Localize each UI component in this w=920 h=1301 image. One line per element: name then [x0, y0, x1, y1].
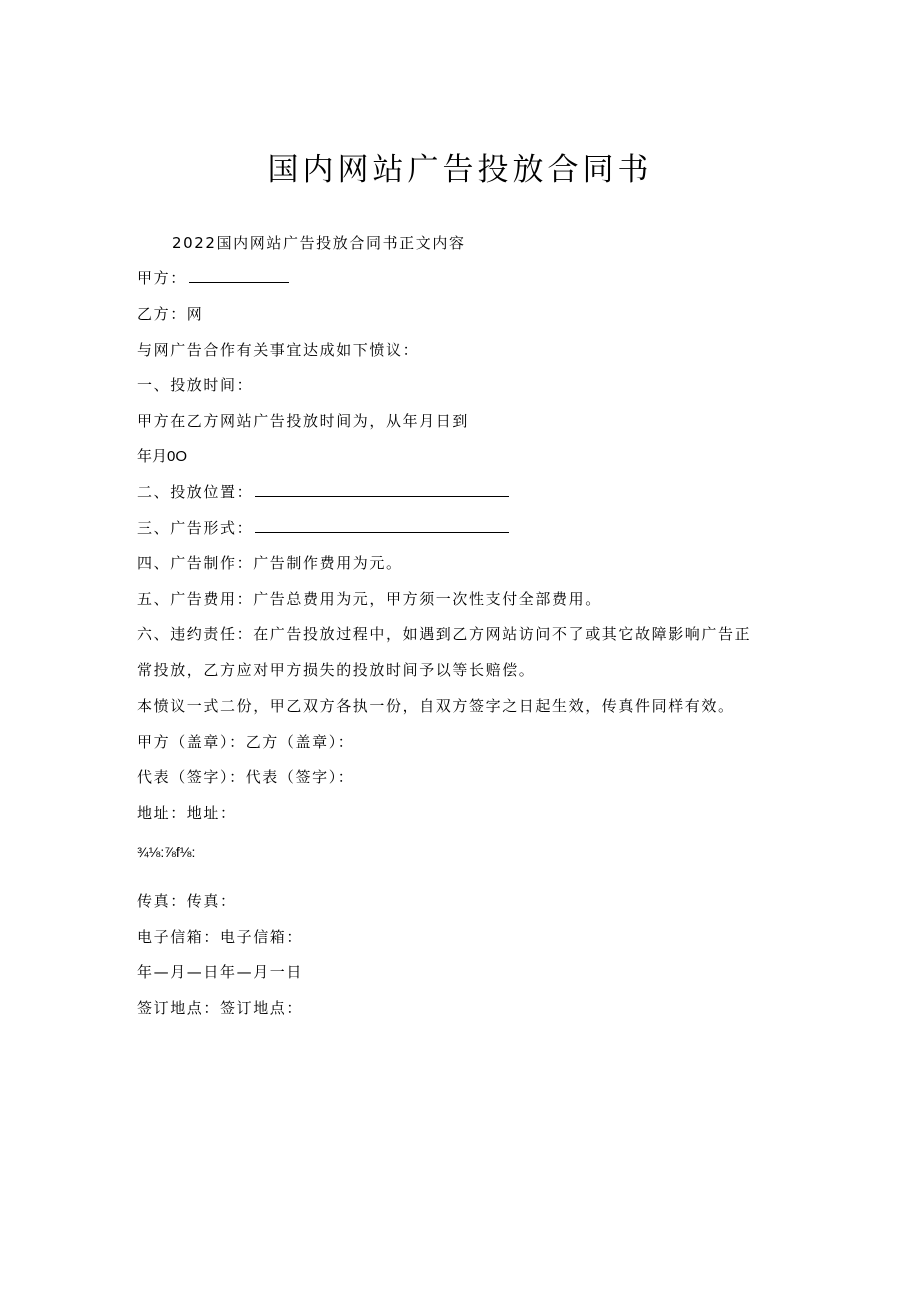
section-1-line-2: 年月0O [137, 448, 188, 465]
signature-fax-line: 传真：传真： [137, 892, 237, 910]
section-2-label: 二、投放位置： [137, 483, 254, 501]
signature-place-line: 签订地点：签订地点： [137, 999, 304, 1017]
copies-clause: 本愤议一式二份，甲乙双方各执一份，自双方签字之日起生效，传真件同样有效。 [137, 697, 735, 715]
signature-date-line: 年—月—日年—月一日 [137, 963, 304, 981]
party-b-line: 乙方：网 [137, 305, 204, 323]
section-5-line: 五、广告费用：广告总费用为元，甲方须一次性支付全部费用。 [137, 590, 602, 608]
section-2-line [137, 482, 509, 502]
signature-rep-line: 代表（签字）：代表（签字）： [137, 768, 355, 786]
party-a-blank [189, 268, 289, 283]
section-3-label: 三、广告形式： [137, 519, 254, 537]
signature-garbled-line: ¾⅛:⅞f⅛: [137, 844, 196, 860]
party-a-line [137, 268, 289, 288]
document-subtitle: 2022国内网站广告投放合同书正文内容 [172, 234, 466, 252]
signature-email-line: 电子信箱：电子信箱： [137, 928, 304, 946]
party-a-label: 甲方： [137, 269, 187, 287]
section-6-line-1: 六、违约责任：在广告投放过程中，如遇到乙方网站访问不了或其它故障影响广告正 [137, 625, 752, 643]
signature-address-line: 地址：地址： [137, 804, 237, 822]
signature-seal-line: 甲方（盖章）：乙方（盖章）： [137, 733, 355, 751]
section-1-line-1: 甲方在乙方网站广告投放时间为，从年月日到 [137, 412, 470, 430]
section-3-line [137, 518, 509, 538]
section-2-blank [255, 482, 509, 497]
intro-line: 与网广告合作有关事宜达成如下愤议： [137, 341, 420, 359]
section-4-line: 四、广告制作：广告制作费用为元。 [137, 554, 403, 572]
section-3-blank [255, 518, 509, 533]
section-6-line-2: 常投放，乙方应对甲方损失的投放时间予以等长赔偿。 [137, 661, 536, 679]
document-title: 国内网站广告投放合同书 [267, 152, 653, 188]
section-1-heading: 一、投放时间： [137, 376, 254, 394]
